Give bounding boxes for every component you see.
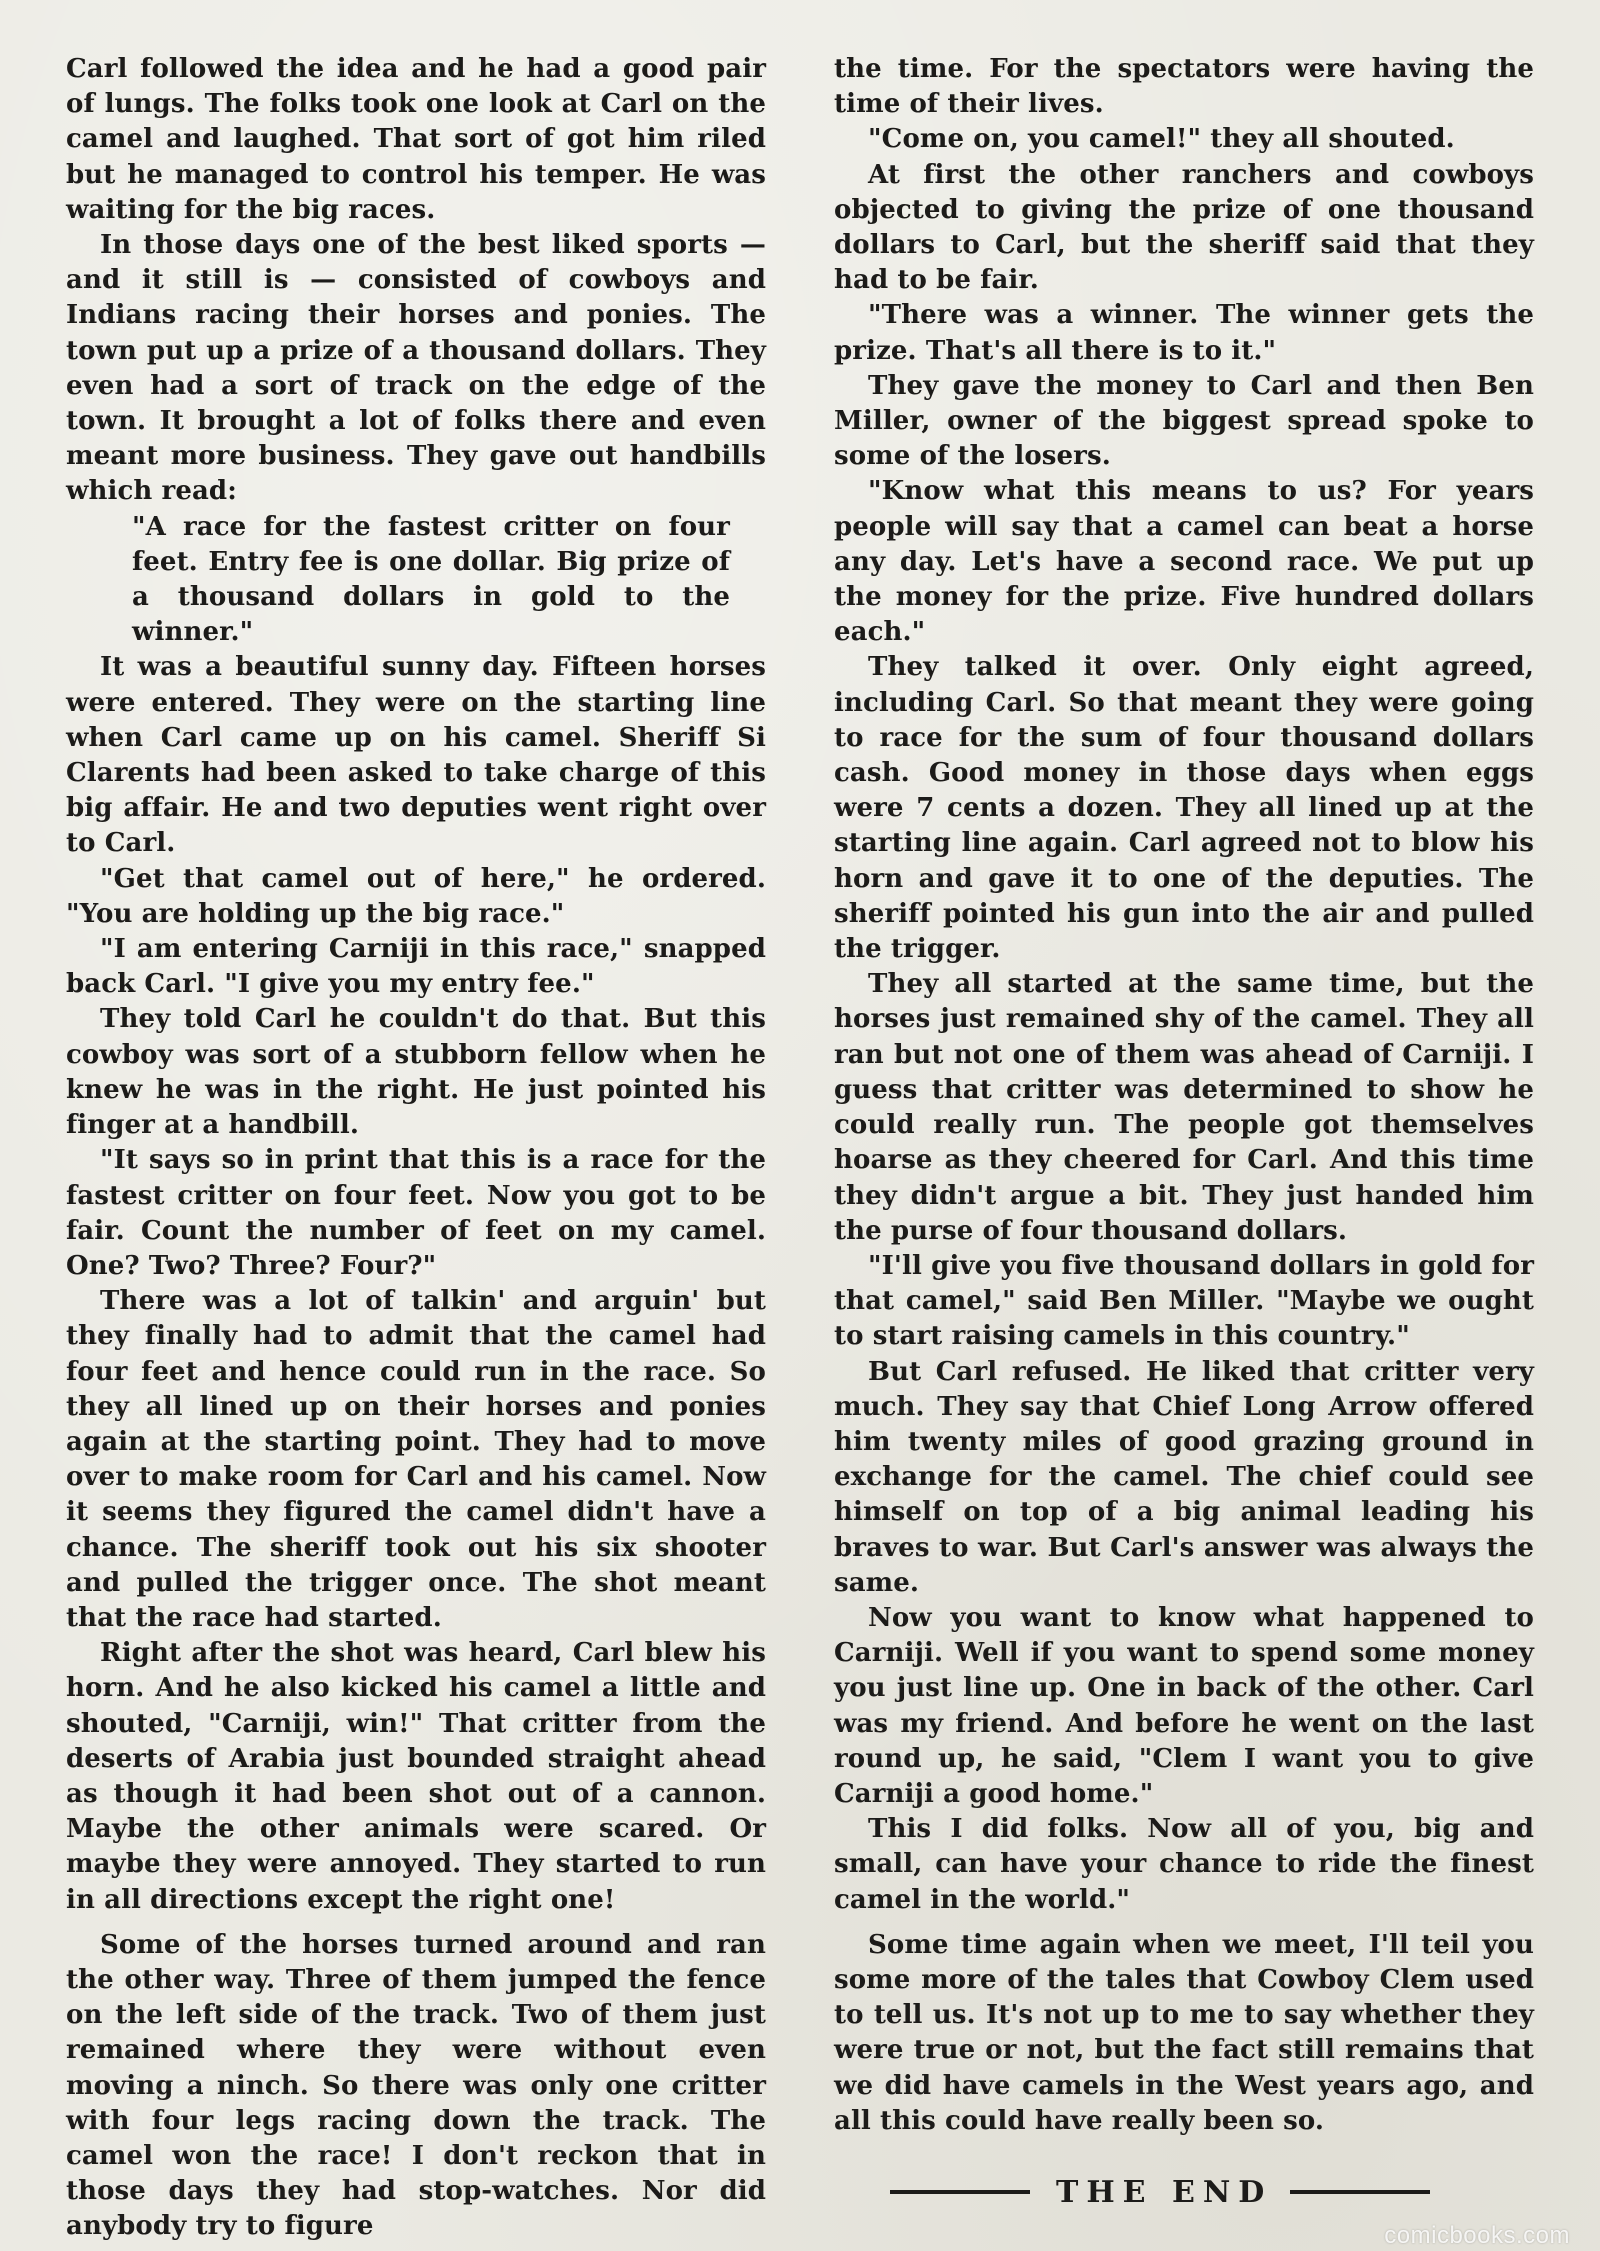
handbill-quote: "A race for the fastest critter on four feet. Entry fee is one dollar. Big prize of a thousand dollars in gold to the winner." xyxy=(132,511,730,648)
the-end-label: THE END xyxy=(1056,2174,1273,2210)
site-watermark: comicbooks.com xyxy=(1384,2222,1570,2249)
paragraph: Some of the horses turned around and ran the other way. Three of them jumped the fence on the left side of the track. Two of them just remained where they were without even moving a ninch. So there was only one critter with four legs racing down the track. The camel won the race! I don't reckon that in those days they had stop-watches. Nor did anybody try to figure xyxy=(66,1929,766,2242)
right-text-column xyxy=(834,52,1534,2139)
divider-rule-right xyxy=(1290,2190,1430,2194)
paragraph: "There was a winner. The winner gets the prize. That's all there is to it." xyxy=(834,300,1534,366)
paragraph: They gave the money to Carl and then Ben Miller, owner of the biggest spread spoke to some of the losers. xyxy=(834,370,1534,472)
paragraph: This I did folks. Now all of you, big and small, can have your chance to ride the finest camel in the world." xyxy=(834,1814,1534,1915)
paragraph: "It says so in print that this is a race for the fastest critter on four feet. Now you got to be fair. Count the number of feet on my camel. One? Two? Three? Four?" xyxy=(66,1145,766,1281)
divider-rule-left xyxy=(890,2190,1030,2194)
paragraph: At first the other ranchers and cowboys objected to giving the prize of one thousand dollars to Carl, but the sheriff said that they had to be fair. xyxy=(834,159,1534,296)
closing-paragraph: Some time again when we meet, I'll teil you some more of the tales that Cowboy Clem used to tell us. It's not up to me to say whether they were true or not, but the fact still remains that we did have camels in the West years ago, and all this could have really been so. xyxy=(834,1929,1534,2136)
paragraph: "Come on, you camel!" they all shouted. xyxy=(868,124,1455,155)
paragraph: There was a lot of talkin' and arguin' but they finally had to admit that the camel had four feet and hence could run in the race. So they all lined up on their horses and ponies again at the starting point. They had to move over to make room for Carl and his camel. Now it seems they figured the camel didn't have a chance. The sheriff took out his six shooter and pulled the trigger once. The shot meant that the race had started. xyxy=(66,1286,766,1633)
left-text-column xyxy=(66,52,766,2245)
paragraph: Right after the shot was heard, Carl blew his horn. And he also kicked his camel a little and shouted, "Carniji, win!" That critter from the deserts of Arabia just bounded straight ahead as though it had been shot out of a cannon. Maybe the other animals were scared. Or maybe they were annoyed. They started to run in all directions except the right one! xyxy=(66,1638,766,1915)
paragraph: "Get that camel out of here," he ordered. "You are holding up the big race." xyxy=(66,863,766,929)
paragraph: Now you want to know what happened to Carniji. Well if you want to spend some money you just line up. One in back of the other. Carl was my friend. And before he went on the last round up, he said, "Clem I want you to give Carniji a good home." xyxy=(834,1602,1534,1809)
paragraph: In those days one of the best liked sports — and it still is — consisted of cowboys and Indians racing their horses and ponies. The town put up a prize of a thousand dollars. They even had a sort of track on the edge of the town. It brought a lot of folks there and even meant more business. They gave out handbills which read: xyxy=(66,230,766,507)
paragraph: They all started at the same time, but the horses just remained shy of the camel. They all ran but not one of them was ahead of Carniji. I guess that critter was determined to show he could really run. The people got themselves hoarse as they cheered for Carl. And this time they didn't argue a bit. They just handed him the purse of four thousand dollars. xyxy=(834,969,1534,1246)
paragraph: It was a beautiful sunny day. Fifteen horses were entered. They were on the starting line when Carl came up on his camel. Sheriff Si Clarents had been asked to take charge of this big affair. He and two deputies went right over to Carl. xyxy=(66,652,766,859)
paragraph: "I'll give you five thousand dollars in gold for that camel," said Ben Miller. "Maybe we ought to start raising camels in this country." xyxy=(834,1250,1534,1352)
paragraph: They told Carl he couldn't do that. But this cowboy was sort of a stubborn fellow when he knew he was in the right. He just pointed his finger at a handbill. xyxy=(66,1004,766,1141)
paragraph: But Carl refused. He liked that critter very much. They say that Chief Long Arrow offered him twenty miles of good grazing ground in exchange for the camel. The chief could see himself on top of a big animal leading his braves to war. But Carl's answer was always the same. xyxy=(834,1356,1534,1598)
paragraph: They talked it over. Only eight agreed, including Carl. So that meant they were going to race for the sum of four thousand dollars cash. Good money in those days when eggs were 7 cents a dozen. They all lined up at the starting line again. Carl agreed not to blow his horn and gave it to one of the deputies. The sheriff pointed his gun into the air and pulled the trigger. xyxy=(834,652,1534,965)
paragraph: "Know what this means to us? For years people will say that a camel can beat a horse any day. Let's have a second race. We put up the money for the prize. Five hundred dollars each." xyxy=(834,476,1534,648)
the-end-banner xyxy=(890,2172,1490,2212)
paragraph: "I am entering Carniji in this race," snapped back Carl. "I give you my entry fee." xyxy=(66,934,766,1000)
paragraph: Carl followed the idea and he had a good pair of lungs. The folks took one look at Carl on the camel and laughed. That sort of got him riled but he managed to control his temper. He was waiting for the big races. xyxy=(66,54,766,225)
paragraph: the time. For the spectators were having the time of their lives. xyxy=(834,54,1534,120)
